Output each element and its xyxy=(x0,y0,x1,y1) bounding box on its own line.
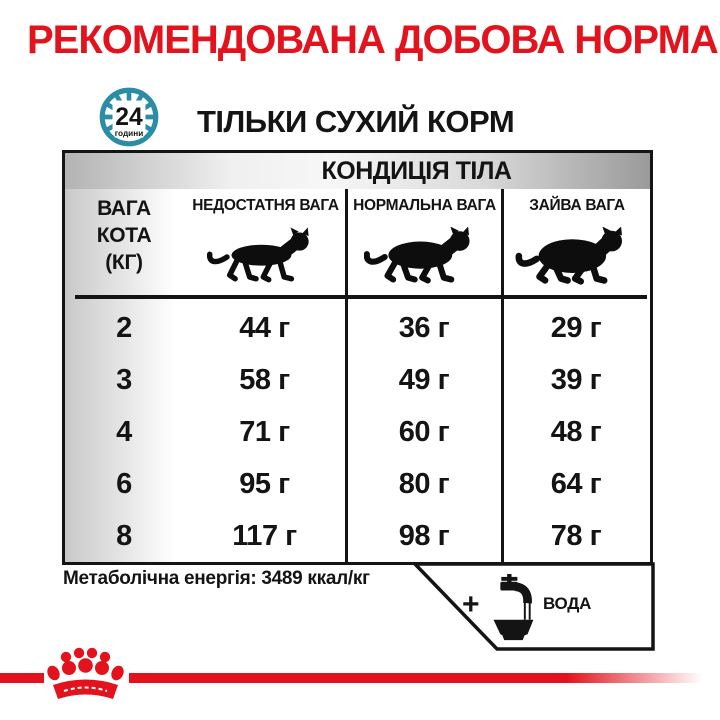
ration-overweight: 48 г xyxy=(550,415,602,448)
metabolic-energy-note: Метаболічна енергія: 3489 ккал/кг xyxy=(63,568,370,589)
clock-hours-label: 24 xyxy=(115,104,143,132)
plus-icon: + xyxy=(462,588,480,621)
food-type-subtitle: ТІЛЬКИ СУХИЙ КОРМ xyxy=(197,104,515,139)
feeding-data-grid xyxy=(65,302,650,562)
weight-value: 2 xyxy=(116,311,132,344)
ration-underweight: 95 г xyxy=(239,467,290,500)
ration-normal: 60 г xyxy=(398,415,450,448)
royal-canin-crown-icon xyxy=(36,645,136,705)
ration-underweight: 117 г xyxy=(232,519,297,552)
weight-header-line2: КОТА xyxy=(96,224,152,247)
header-divider-line xyxy=(75,295,647,299)
ration-overweight: 29 г xyxy=(550,311,602,344)
water-label: ВОДА xyxy=(543,594,592,613)
column-header-overweight: ЗАЙВА ВАГА xyxy=(529,197,625,214)
ration-normal: 98 г xyxy=(398,519,450,552)
red-bar-right xyxy=(129,673,720,683)
cat-underweight-icon xyxy=(207,227,325,287)
ration-normal: 49 г xyxy=(398,363,450,396)
column-header-normal: НОРМАЛЬНА ВАГА xyxy=(353,197,496,214)
weight-value: 6 xyxy=(116,467,132,500)
ration-overweight: 78 г xyxy=(550,519,602,552)
clock-24h-icon xyxy=(94,86,164,148)
faucet-bowl-icon xyxy=(488,574,536,644)
column-header-underweight: НЕДОСТАТНЯ ВАГА xyxy=(192,197,339,214)
ration-underweight: 44 г xyxy=(239,311,290,344)
ration-overweight: 64 г xyxy=(550,467,602,500)
clock-unit-label: години xyxy=(114,129,144,139)
weight-value: 8 xyxy=(116,519,132,552)
ration-underweight: 58 г xyxy=(239,363,290,396)
weight-value: 3 xyxy=(116,363,132,396)
ration-normal: 80 г xyxy=(398,467,450,500)
body-condition-title: КОНДИЦІЯ ТІЛА xyxy=(321,156,512,185)
weight-column-header xyxy=(65,195,183,276)
ration-overweight: 39 г xyxy=(550,363,602,396)
weight-value: 4 xyxy=(116,415,132,448)
feeding-table xyxy=(62,150,653,565)
page-title: РЕКОМЕНДОВАНА ДОБОВА НОРМА xyxy=(27,18,718,62)
ration-underweight: 71 г xyxy=(239,415,290,448)
weight-header-line3: (КГ) xyxy=(105,251,143,274)
cat-overweight-icon xyxy=(514,227,640,287)
water-callout-box xyxy=(412,559,660,655)
ration-normal: 36 г xyxy=(398,311,450,344)
cat-normal-weight-icon xyxy=(364,227,486,287)
weight-header-line1: ВАГА xyxy=(97,197,151,220)
